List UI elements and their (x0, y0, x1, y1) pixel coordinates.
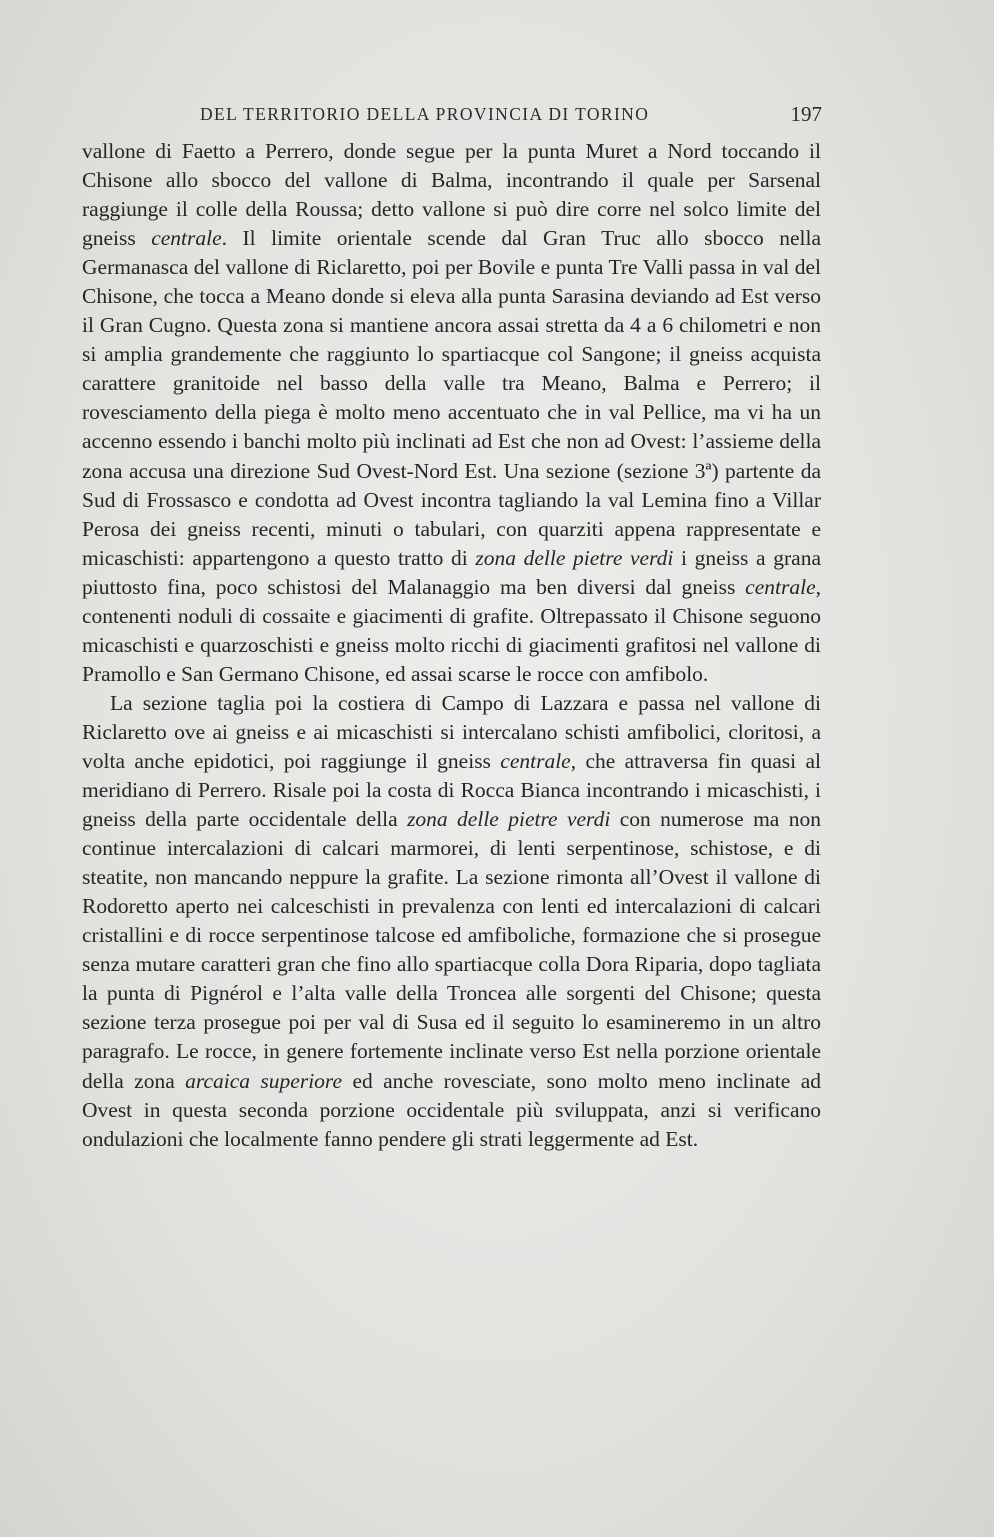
text-run: con numerose ma non continue intercalazioni di calcari marmorei, di lenti serpentinose, schistose, e di steatite, non mancando neppure la grafite. La sezione rimonta all’Ovest il vallone di Rodoretto aperto nei calceschisti in prevalenza con lenti ed intercalazioni di calcari cristallini e di rocce serpentinose talcose ed amfiboliche, formazione che si prosegue senza mutare caratteri gran che fino allo spartiacque colla Dora Riparia, dopo tagliata la punta di Pignérol e l’alta valle della Troncea alle sorgenti del Chisone; questa sezione terza prosegue poi per val di Susa ed il seguito lo esamineremo in un altro paragrafo. Le rocce, in genere fortemente inclinate verso Est nella porzione orientale della zona (82, 807, 821, 1093)
text-run: ed anche rovesciate, sono molto meno inclinate ad Ovest in questa seconda porzione occidentale più sviluppata, anzi si verificano ondulazioni che localmente fanno pendere gli strati leggermente ad Est. (82, 1068, 821, 1151)
paragraph-1 (82, 137, 821, 689)
page-number: 197 (790, 102, 822, 126)
text-run: La sezione taglia poi la costiera di Campo di Lazzara e passa nel vallone di Riclaretto ove ai gneiss e ai micaschisti si intercalano schisti amfibolici, cloritosi, a volta anche epidotici, poi raggiunge il gneiss (82, 690, 821, 773)
italic-term: centrale (745, 574, 816, 599)
italic-term: arcaica superiore (185, 1068, 343, 1093)
text-run: vallone di Faetto a Perrero, donde segue per la punta Muret a Nord toccando il Chisone allo sbocco del vallone di Balma, incontrando il quale per Sarsenal raggiunge il colle della Roussa; detto vallone si può dire corre nel solco limite del gneiss (82, 139, 821, 251)
italic-term: centrale (151, 226, 222, 251)
italic-term: zona delle pietre verdi (475, 545, 674, 570)
running-title: DEL TERRITORIO DELLA PROVINCIA DI TORINO (200, 104, 650, 124)
italic-term: zona delle pietre verdi (407, 807, 611, 832)
text-run: i gneiss a grana piuttosto fina, poco schistosi del Malanaggio ma ben diversi dal gneiss (82, 545, 821, 599)
paragraph-2 (82, 689, 821, 1154)
body-text (82, 137, 821, 1154)
text-run: . Il limite orientale scende dal Gran Truc allo sbocco nella Germanasca del vallone di Riclaretto, poi per Bovile e punta Tre Valli passa in val del Chisone, che tocca a Meano donde si eleva alla punta Sarasina deviando ad Est verso il Gran Cugno. Questa zona si mantiene ancora assai stretta da 4 a 6 chilometri e non si amplia grandemente che raggiunto lo spartiacque col Sangone; il gneiss acquista carattere granitoide nel basso della valle tra Meano, Balma e Perrero; il rovesciamento della piega è molto meno accentuato che in val Pellice, ma vi ha un accenno essendo i banchi molto più inclinati ad Est che non ad Ovest: l’assieme della zona accusa una direzione Sud Ovest-Nord Est. Una sezione (sezione 3ª) partente da Sud di Frossasco e condotta ad Ovest incontra tagliando la val Lemina fino a Villar Perosa dei gneiss recenti, minuti o tabulari, con quarziti appena rappresentate e micaschisti: appartengono a questo tratto di (82, 226, 822, 570)
text-run: , che attraversa fin quasi al meridiano di Perrero. Risale poi la costa di Rocca Bianca incontrando i micaschisti, i gneiss della parte occidentale della (82, 748, 821, 832)
text-run: , contenenti noduli di cossaite e giacimenti di grafite. Oltrepassato il Chisone seguono micaschisti e quarzoschisti e gneiss molto ricchi di giacimenti grafitosi nel vallone di Pramollo e San Germano Chisone, ed assai scarse le rocce con amfibolo. (82, 574, 821, 686)
running-head (82, 104, 822, 132)
italic-term: centrale (500, 748, 571, 773)
